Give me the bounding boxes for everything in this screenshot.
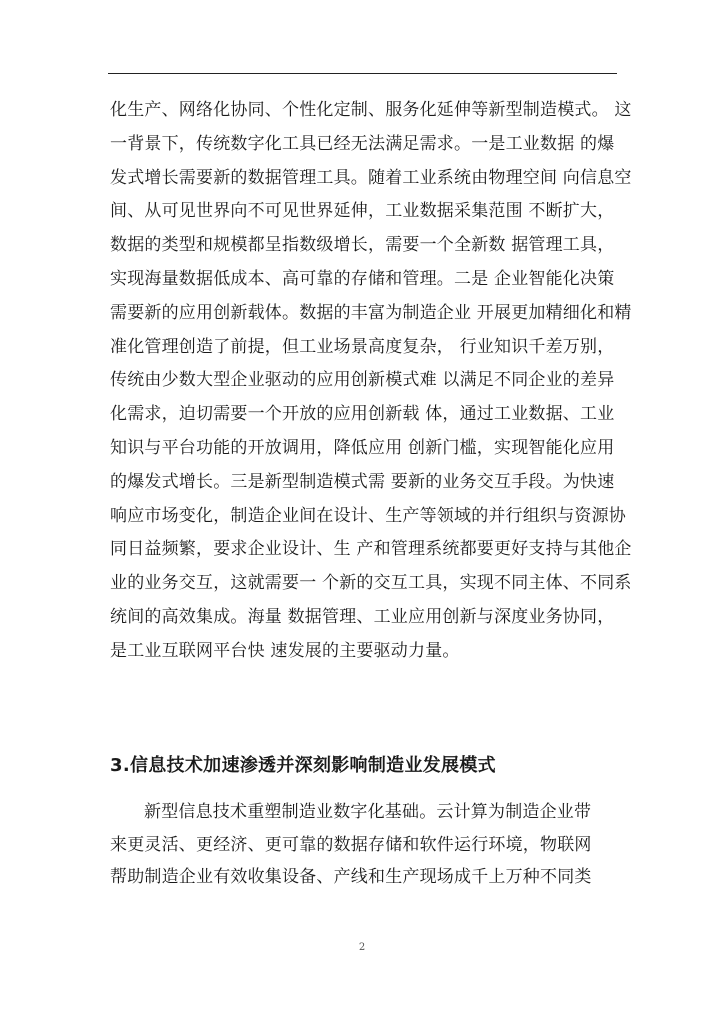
text-line: 知识与平台功能的开放调用，降低应用 创新门槛，实现智能化应用 — [110, 437, 615, 458]
text-line: 一背景下，传统数字化工具已经无法满足需求。一是工业数据 的爆 — [110, 133, 615, 154]
text-line: 数据的类型和规模都呈指数级增长，需要一个全新数 据管理工具， — [110, 235, 615, 256]
text-line: 同日益频繁，要求企业设计、生 产和管理系统都要更好支持与其他企 — [110, 539, 632, 560]
section-heading: 3.信息技术加速渗透并深刻影响制造业发展模式 — [110, 755, 496, 776]
text-line: 响应市场变化，制造企业间在设计、生产等领域的并行组织与资源协 — [110, 505, 626, 526]
text-line: 统间的高效集成。海量 数据管理、工业应用创新与深度业务协同， — [110, 606, 615, 627]
body-paragraph-1 — [110, 94, 650, 669]
body-paragraph-2 — [110, 796, 650, 894]
text-line: 新型信息技术重塑制造业数字化基础。云计算为制造企业带 — [144, 802, 592, 822]
text-line: 来更灵活、更经济、更可靠的数据存储和软件运行环境，物联网 — [110, 834, 592, 855]
text-line: 化需求，迫切需要一个开放的应用创新载 体，通过工业数据、工业 — [110, 404, 615, 425]
text-line: 间、从可见世界向不可见世界延伸，工业数据采集范围 不断扩大， — [110, 201, 615, 222]
page-number: 2 — [358, 942, 366, 953]
text-line: 化生产、网络化协同、个性化定制、服务化延伸等新型制造模式。 这 — [110, 100, 632, 120]
text-line: 是工业互联网平台快 速发展的主要驱动力量。 — [110, 640, 460, 661]
text-line: 实现海量数据低成本、高可靠的存储和管理。二是 企业智能化决策 — [110, 268, 615, 289]
text-line: 传统由少数大型企业驱动的应用创新模式难 以满足不同企业的差异 — [110, 370, 615, 391]
text-line: 业的业务交互，这就需要一 个新的交互工具，实现不同主体、不同系 — [110, 573, 632, 594]
text-line: 发式增长需要新的数据管理工具。随着工业系统由物理空间 向信息空 — [110, 167, 632, 188]
text-line: 的爆发式增长。三是新型制造模式需 要新的业务交互手段。为快速 — [110, 471, 615, 492]
text-line: 需要新的应用创新载体。数据的丰富为制造企业 开展更加精细化和精 — [110, 302, 632, 323]
header-rule — [108, 73, 617, 74]
text-line: 帮助制造企业有效收集设备、产线和生产现场成千上万种不同类 — [110, 867, 592, 887]
text-line: 准化管理创造了前提，但工业场景高度复杂， 行业知识千差万别， — [110, 336, 615, 357]
